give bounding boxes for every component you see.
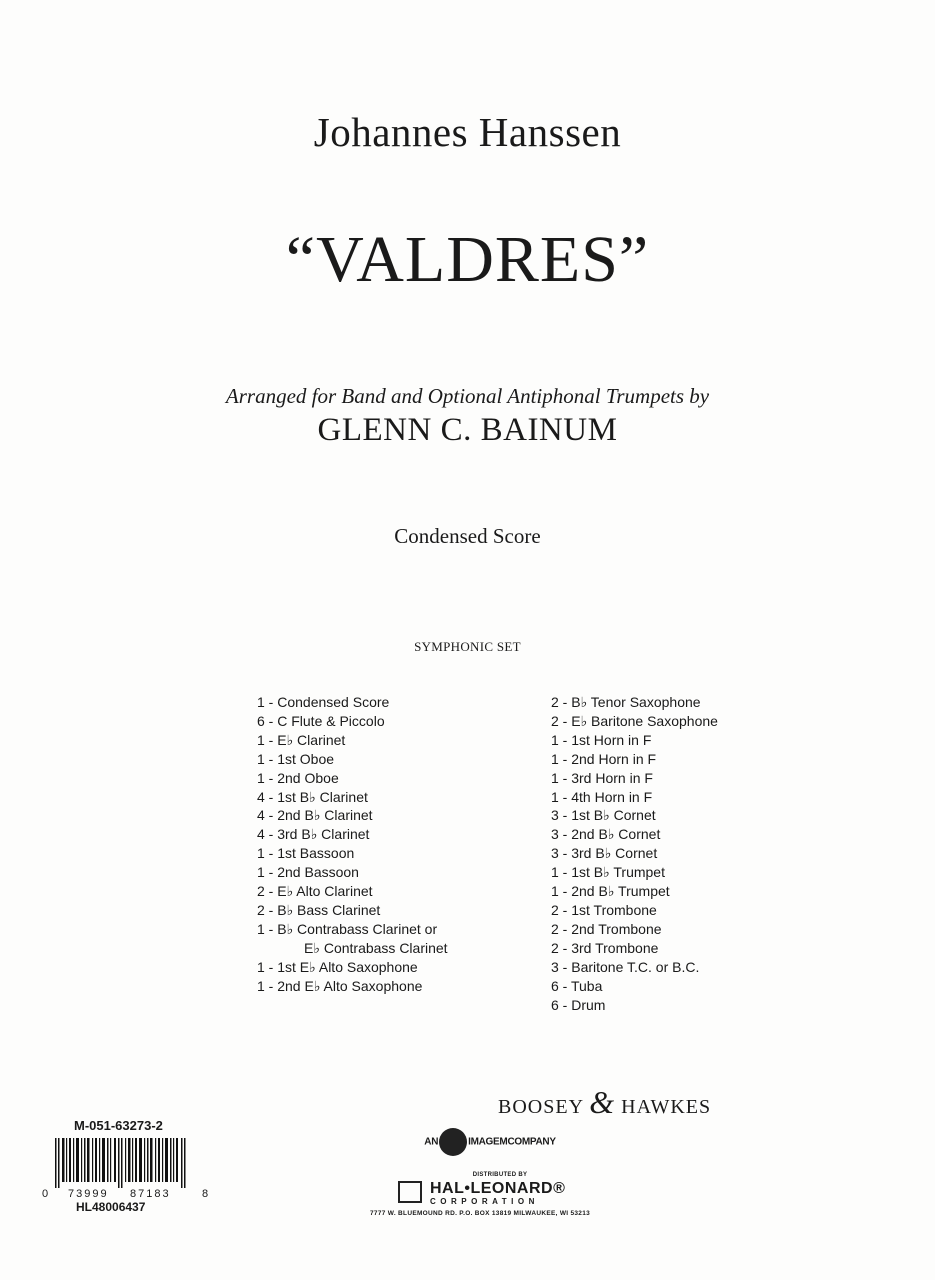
publisher-ampersand: &: [589, 1084, 616, 1120]
barcode-icon: [52, 1138, 192, 1188]
arranged-line: Arranged for Band and Optional Antiphonal Trumpets by: [225, 384, 710, 408]
part-item: 3 - 1st B♭ Cornet: [551, 807, 656, 824]
imagem-name: IMAGEM: [468, 1136, 508, 1148]
arranger-name: GLENN C. BAINUM: [317, 412, 618, 448]
barcode-digit-lead: 0: [42, 1188, 49, 1200]
part-item: 2 - E♭ Alto Clarinet: [257, 883, 373, 900]
score-type: Condensed Score: [394, 524, 541, 548]
set-title: SYMPHONIC SET: [414, 639, 521, 654]
part-item: 1 - 2nd Bassoon: [257, 864, 359, 881]
publisher-name-right: HAWKES: [621, 1096, 712, 1118]
barcode-digits-group2: 87183: [130, 1188, 171, 1200]
hl-number: HL48006437: [76, 1200, 146, 1214]
imagem-company-logo: [420, 1128, 560, 1156]
piece-title: “VALDRES”: [285, 223, 650, 296]
part-item: 2 - B♭ Bass Clarinet: [257, 901, 381, 918]
part-item: 1 - 1st Oboe: [257, 750, 335, 767]
part-item: 4 - 3rd B♭ Clarinet: [257, 826, 370, 843]
part-item-continuation: E♭ Contrabass Clarinet: [304, 939, 448, 956]
distributor-address: 7777 W. BLUEMOUND RD. P.O. BOX 13819 MILWAUKEE, WI 53213: [370, 1210, 591, 1217]
part-item: 2 - 2nd Trombone: [551, 920, 662, 937]
part-item: 1 - 3rd Horn in F: [551, 769, 653, 786]
imagem-prefix: AN: [424, 1136, 439, 1148]
part-item: 1 - E♭ Clarinet: [257, 731, 346, 748]
part-item: 3 - 3rd B♭ Cornet: [551, 845, 658, 862]
part-item: 1 - 2nd Oboe: [257, 769, 339, 786]
part-item: 1 - 1st E♭ Alto Saxophone: [257, 958, 418, 975]
parts-list-left: [257, 693, 448, 996]
part-item: 3 - Baritone T.C. or B.C.: [551, 958, 700, 975]
imagem-suffix: COMPANY: [507, 1136, 556, 1148]
part-item: 6 - Drum: [551, 996, 606, 1013]
part-item: 1 - 2nd Horn in F: [551, 750, 657, 767]
publisher-logo: [498, 1084, 711, 1121]
parts-list-right: [551, 693, 718, 1014]
catalog-number: M-051-63273-2: [74, 1118, 163, 1133]
part-item: 2 - B♭ Tenor Saxophone: [551, 694, 701, 710]
part-item: 1 - 1st Bassoon: [257, 845, 355, 862]
publisher-name-left: BOOSEY: [498, 1096, 584, 1118]
part-item: 1 - 2nd E♭ Alto Saxophone: [257, 977, 423, 994]
part-item: 4 - 2nd B♭ Clarinet: [257, 807, 373, 824]
part-item: 1 - Condensed Score: [257, 694, 390, 710]
part-item: 6 - C Flute & Piccolo: [257, 712, 385, 729]
barcode-digit-trail: 8: [202, 1188, 209, 1200]
part-item: 3 - 2nd B♭ Cornet: [551, 826, 661, 843]
part-item: 1 - 4th Horn in F: [551, 788, 653, 805]
part-item: 2 - E♭ Baritone Saxophone: [551, 712, 718, 729]
hal-leonard-logo-icon: [398, 1181, 422, 1203]
hal-leonard-corporation: CORPORATION: [430, 1197, 539, 1206]
part-item: 1 - 1st Horn in F: [551, 731, 652, 748]
part-item: 1 - 2nd B♭ Trumpet: [551, 883, 670, 900]
part-item: 1 - 1st B♭ Trumpet: [551, 864, 665, 881]
part-item: 6 - Tuba: [551, 977, 603, 994]
part-item: 2 - 3rd Trombone: [551, 939, 659, 956]
part-item: 2 - 1st Trombone: [551, 901, 657, 918]
imagem-circle-icon: [439, 1128, 467, 1156]
hal-leonard-name: HAL•LEONARD®: [430, 1180, 566, 1197]
part-item: 1 - B♭ Contrabass Clarinet or: [257, 920, 438, 937]
part-item: 4 - 1st B♭ Clarinet: [257, 788, 368, 805]
barcode-digits-group1: 73999: [68, 1188, 109, 1200]
composer-name: Johannes Hanssen: [313, 109, 622, 155]
distributed-by: DISTRIBUTED BY: [472, 1172, 528, 1178]
